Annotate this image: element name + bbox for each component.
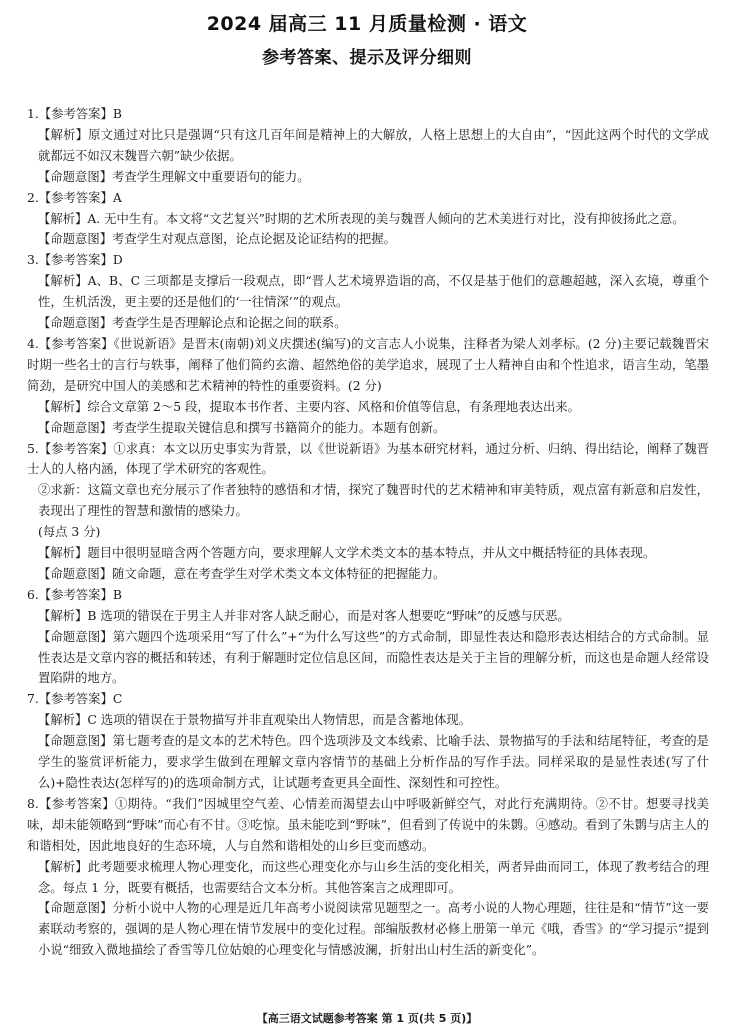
answer-paragraph: 7.【参考答案】C — [27, 692, 123, 707]
answer-paragraph: 【命题意图】考查学生理解文中重要语句的能力。 — [38, 169, 310, 184]
answer-paragraph: 8.【参考答案】①期待。“我们”因城里空气差、心情差而渴望去山中呼吸新鲜空气，对此行充满期待。②不甘。想要寻找美味，却未能领略到“野味”而心有不甘。③吃惊。虽未能吃到“野味”，但看到了传说中的朱鹮。④感动。看到了朱鹮与店主人的和谐相处，因此地良好的生态环境，人与自然和谐相处的山乡巨变而感动。 — [27, 796, 709, 853]
answer-paragraph: 【解析】A、B、C 三项都是支撑后一段观点，即“晋人艺术境界造诣的高，不仅是基于他们的意趣超越，深入玄境，尊重个性，生机活泼，更主要的还是他们的‘一往情深’”的观点。 — [38, 274, 709, 310]
answer-paragraph: 【命题意图】随文命题，意在考查学生对学术类文本文体特征的把握能力。 — [38, 566, 446, 581]
answer-body — [27, 104, 709, 961]
answer-paragraph: 【解析】此考题要求梳理人物心理变化，而这些心理变化亦与山乡生活的变化相关，两者异曲而同工，体现了教考结合的理念。每点 1 分，既要有概括，也需要结合文本分析。其他答案言之成理即可。 — [38, 859, 709, 895]
answer-paragraph: 【命题意图】第六题四个选项采用“写了什么”+“为什么写这些”的方式命制，即显性表达和隐形表达相结合的方式命制。显性表达是文章内容的概括和转述，有利于解题时定位信息区间，而隐性表达是关于主旨的理解分析，而这也是命题人经常设置陷阱的地方。 — [38, 629, 709, 686]
answer-paragraph: 【解析】综合文章第 2～5 段，提取本书作者、主要内容、风格和价值等信息，有条理地表达出来。 — [38, 399, 580, 414]
document-title: 2024 届高三 11 月质量检测 · 语文 — [206, 13, 528, 35]
answer-paragraph: ②求新：这篇文章也充分展示了作者独特的感悟和才情，探究了魏晋时代的艺术精神和审美特质，观点富有新意和启发性，表现出了理性的智慧和激情的感染力。 — [38, 483, 709, 519]
answer-paragraph: 【命题意图】第七题考查的是文本的艺术特色。四个选项涉及文本线索、比喻手法、景物描写的手法和结尾特征，考查的是学生的鉴赏评析能力，要求学生做到在理解文章内容情节的基础上分析作品的写作手法。同样采取的是显性表述(写了什么)+隐性表达(怎样写的)的选项命制方式，让试题考查更具全面性、深刻性和可控性。 — [38, 734, 709, 790]
answer-paragraph: 3.【参考答案】D — [27, 253, 123, 268]
answer-paragraph: 【解析】原文通过对比只是强调“只有这几百年间是精神上的大解放，人格上思想上的大自由”，“因此这两个时代的文学成就都远不如汉末魏晋六朝”缺少依据。 — [38, 127, 709, 163]
answer-paragraph: 4.【参考答案】《世说新语》是晋末(南朝)刘义庆撰述(编写)的文言志人小说集，注释者为梁人刘孝标。(2 分)主要记载魏晋宋时期一些名士的言行与轶事，阐释了他们简约玄澹、超然绝俗的美学追求，展现了士人精神自由和个性追求，语言生动，笔墨简劲，是研究中国人的美感和艺术精神的特性的重要资料。(2 分) — [27, 336, 709, 393]
answer-paragraph: 5.【参考答案】①求真：本文以历史事实为背景，以《世说新语》为基本研究材料，通过分析、归纳、得出结论，阐释了魏晋士人的人格内涵，体现了学术研究的客观性。 — [27, 441, 709, 477]
answer-paragraph: 【解析】C 选项的错误在于景物描写并非直观染出人物情思，而是含蓄地体现。 — [38, 713, 472, 728]
answer-paragraph: 【命题意图】考查学生对观点意图，论点论据及论证结构的把握。 — [38, 232, 396, 247]
answer-paragraph: 【解析】题目中很明显暗含两个答题方向，要求理解人文学术类文本的基本特点，并从文中概括特征的具体表现。 — [38, 546, 656, 561]
answer-paragraph: 【解析】A. 无中生有。本文将“文艺复兴”时期的艺术所表现的美与魏晋人倾向的艺术美进行对比，没有抑彼扬此之意。 — [38, 211, 685, 226]
answer-paragraph: 【命题意图】分析小说中人物的心理是近几年高考小说阅读常见题型之一。高考小说的人物心理题，往往是和“情节”这一要素联动考察的，强调的是人物心理在情节发展中的变化过程。部编版教材必修上册第一单元《哦，香雪》的“学习提示”提到小说“细致入微地描绘了香雪等几位姑娘的心理变化与情感波澜，折射出山村生活的新变化”。 — [38, 901, 709, 958]
answer-paragraph: 2.【参考答案】A — [27, 190, 122, 205]
answer-paragraph: 6.【参考答案】B — [27, 587, 122, 602]
answer-paragraph: 1.【参考答案】B — [27, 107, 122, 121]
document-subtitle: 参考答案、提示及评分细则 — [262, 48, 472, 68]
answer-paragraph: (每点 3 分) — [38, 525, 101, 540]
answer-paragraph: 【解析】B 选项的错误在于男主人并非对客人缺乏耐心，而是对客人想要吃“野味”的反感与厌恶。 — [38, 608, 570, 623]
answer-paragraph: 【命题意图】考查学生是否理解论点和论据之间的联系。 — [38, 316, 347, 331]
answer-paragraph: 【命题意图】考查学生提取关键信息和撰写书籍简介的能力。本题有创新。 — [38, 420, 446, 435]
page-footer: 【高三语文试题参考答案 第 1 页(共 5 页)】 — [256, 1012, 478, 1025]
